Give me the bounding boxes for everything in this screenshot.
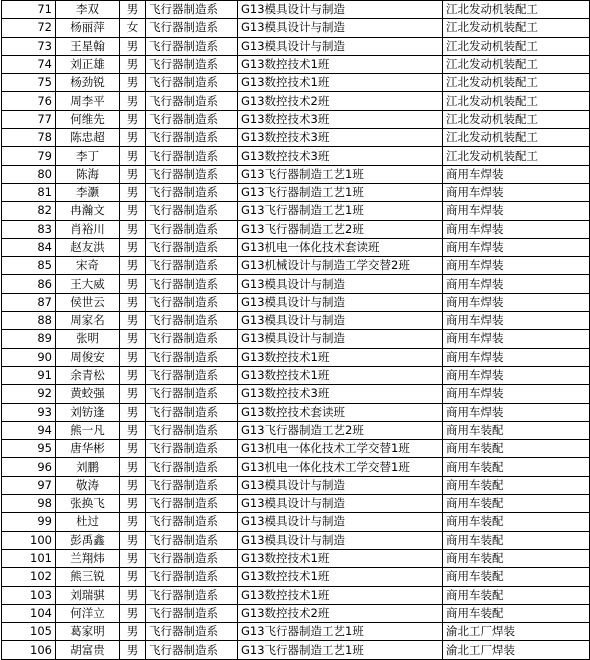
student-name: 黄蛟强 — [56, 385, 120, 403]
class-name: G13数控技术1班 — [238, 568, 443, 586]
assigned-unit: 江北发动机装配工 — [443, 110, 590, 128]
student-gender: 男 — [120, 165, 146, 183]
class-name: G13数控技术2班 — [238, 604, 443, 622]
row-number: 86 — [2, 275, 56, 293]
student-gender: 男 — [120, 641, 146, 659]
student-name: 张换飞 — [56, 495, 120, 513]
class-name: G13数控技术1班 — [238, 586, 443, 604]
assigned-unit: 商用车焊装 — [443, 165, 590, 183]
department: 飞行器制造系 — [146, 74, 238, 92]
row-number: 101 — [2, 549, 56, 567]
row-number: 104 — [2, 604, 56, 622]
table-row — [2, 202, 590, 220]
department: 飞行器制造系 — [146, 623, 238, 641]
class-name: G13飞行器制造工艺1班 — [238, 623, 443, 641]
department: 飞行器制造系 — [146, 257, 238, 275]
student-gender: 男 — [120, 202, 146, 220]
row-number: 97 — [2, 476, 56, 494]
table-row — [2, 293, 590, 311]
table-row — [2, 385, 590, 403]
student-gender: 男 — [120, 549, 146, 567]
student-gender: 男 — [120, 440, 146, 458]
assigned-unit: 渝北工厂焊装 — [443, 623, 590, 641]
student-gender: 男 — [120, 568, 146, 586]
class-name: G13模具设计与制造 — [238, 513, 443, 531]
student-gender: 男 — [120, 385, 146, 403]
class-name: G13模具设计与制造 — [238, 312, 443, 330]
student-gender: 男 — [120, 129, 146, 147]
class-name: G13数控技术套读班 — [238, 403, 443, 421]
student-name: 兰翔炜 — [56, 549, 120, 567]
table-row — [2, 74, 590, 92]
assigned-unit: 渝北工厂焊装 — [443, 641, 590, 659]
row-number: 106 — [2, 641, 56, 659]
department: 飞行器制造系 — [146, 37, 238, 55]
row-number: 98 — [2, 495, 56, 513]
assigned-unit: 江北发动机装配工 — [443, 74, 590, 92]
student-name: 陈忠超 — [56, 129, 120, 147]
assigned-unit: 商用车焊装 — [443, 257, 590, 275]
class-name: G13数控技术2班 — [238, 92, 443, 110]
department: 飞行器制造系 — [146, 19, 238, 37]
department: 飞行器制造系 — [146, 440, 238, 458]
table-row — [2, 55, 590, 73]
table-row — [2, 330, 590, 348]
row-number: 75 — [2, 74, 56, 92]
table-row — [2, 220, 590, 238]
department: 飞行器制造系 — [146, 238, 238, 256]
student-gender: 男 — [120, 366, 146, 384]
student-name: 周家名 — [56, 312, 120, 330]
row-number: 87 — [2, 293, 56, 311]
student-gender: 男 — [120, 531, 146, 549]
row-number: 78 — [2, 129, 56, 147]
class-name: G13飞行器制造工艺1班 — [238, 165, 443, 183]
student-name: 陈海 — [56, 165, 120, 183]
student-gender: 男 — [120, 92, 146, 110]
department: 飞行器制造系 — [146, 495, 238, 513]
department: 飞行器制造系 — [146, 513, 238, 531]
row-number: 73 — [2, 37, 56, 55]
class-name: G13飞行器制造工艺1班 — [238, 202, 443, 220]
student-name: 唐华彬 — [56, 440, 120, 458]
row-number: 90 — [2, 348, 56, 366]
row-number: 81 — [2, 183, 56, 201]
row-number: 72 — [2, 19, 56, 37]
student-gender: 男 — [120, 74, 146, 92]
department: 飞行器制造系 — [146, 202, 238, 220]
department: 飞行器制造系 — [146, 147, 238, 165]
row-number: 105 — [2, 623, 56, 641]
row-number: 94 — [2, 421, 56, 439]
department: 飞行器制造系 — [146, 110, 238, 128]
row-number: 88 — [2, 312, 56, 330]
table-row — [2, 312, 590, 330]
row-number: 84 — [2, 238, 56, 256]
student-name: 何洋立 — [56, 604, 120, 622]
assigned-unit: 商用车焊装 — [443, 385, 590, 403]
table-row — [2, 110, 590, 128]
student-name: 熊三锐 — [56, 568, 120, 586]
department: 飞行器制造系 — [146, 568, 238, 586]
student-name: 肖裕川 — [56, 220, 120, 238]
student-gender: 男 — [120, 513, 146, 531]
student-gender: 男 — [120, 586, 146, 604]
class-name: G13数控技术1班 — [238, 549, 443, 567]
table-row — [2, 92, 590, 110]
student-name: 张明 — [56, 330, 120, 348]
department: 飞行器制造系 — [146, 312, 238, 330]
student-name: 刘钫逢 — [56, 403, 120, 421]
department: 飞行器制造系 — [146, 293, 238, 311]
student-gender: 男 — [120, 183, 146, 201]
student-gender: 男 — [120, 220, 146, 238]
student-name: 胡富贵 — [56, 641, 120, 659]
class-name: G13飞行器制造工艺2班 — [238, 421, 443, 439]
class-name: G13机电一体化技术套读班 — [238, 238, 443, 256]
student-name: 刘瑞骐 — [56, 586, 120, 604]
department: 飞行器制造系 — [146, 129, 238, 147]
department: 飞行器制造系 — [146, 531, 238, 549]
table-row — [2, 531, 590, 549]
student-gender: 男 — [120, 1, 146, 19]
assigned-unit: 商用车装配 — [443, 458, 590, 476]
assigned-unit: 商用车焊装 — [443, 348, 590, 366]
student-gender: 男 — [120, 55, 146, 73]
class-name: G13数控技术1班 — [238, 348, 443, 366]
assigned-unit: 商用车装配 — [443, 549, 590, 567]
table-row — [2, 348, 590, 366]
assigned-unit: 商用车焊装 — [443, 403, 590, 421]
department: 飞行器制造系 — [146, 604, 238, 622]
table-row — [2, 165, 590, 183]
row-number: 83 — [2, 220, 56, 238]
department: 飞行器制造系 — [146, 275, 238, 293]
assigned-unit: 商用车焊装 — [443, 366, 590, 384]
assigned-unit: 江北发动机装配工 — [443, 19, 590, 37]
student-name: 杜过 — [56, 513, 120, 531]
student-name: 敬涛 — [56, 476, 120, 494]
class-name: G13数控技术1班 — [238, 74, 443, 92]
department: 飞行器制造系 — [146, 458, 238, 476]
table-row — [2, 366, 590, 384]
class-name: G13模具设计与制造 — [238, 275, 443, 293]
assigned-unit: 商用车装配 — [443, 495, 590, 513]
table-row — [2, 549, 590, 567]
student-name: 刘正雄 — [56, 55, 120, 73]
table-row — [2, 440, 590, 458]
class-name: G13模具设计与制造 — [238, 476, 443, 494]
table-row — [2, 495, 590, 513]
student-name: 杨丽萍 — [56, 19, 120, 37]
assigned-unit: 商用车装配 — [443, 604, 590, 622]
assigned-unit: 商用车焊装 — [443, 312, 590, 330]
department: 飞行器制造系 — [146, 549, 238, 567]
student-gender: 男 — [120, 476, 146, 494]
student-gender: 男 — [120, 147, 146, 165]
class-name: G13数控技术1班 — [238, 366, 443, 384]
student-name: 刘鹏 — [56, 458, 120, 476]
table-row — [2, 623, 590, 641]
student-name: 何维先 — [56, 110, 120, 128]
table-row — [2, 147, 590, 165]
department: 飞行器制造系 — [146, 165, 238, 183]
student-name: 李双 — [56, 1, 120, 19]
student-gender: 男 — [120, 110, 146, 128]
department: 飞行器制造系 — [146, 348, 238, 366]
student-name: 彭禹鑫 — [56, 531, 120, 549]
table-row — [2, 257, 590, 275]
row-number: 77 — [2, 110, 56, 128]
row-number: 102 — [2, 568, 56, 586]
table-row — [2, 476, 590, 494]
table-row — [2, 129, 590, 147]
assigned-unit: 商用车焊装 — [443, 220, 590, 238]
class-name: G13数控技术3班 — [238, 385, 443, 403]
student-name: 李灏 — [56, 183, 120, 201]
department: 飞行器制造系 — [146, 183, 238, 201]
class-name: G13模具设计与制造 — [238, 330, 443, 348]
class-name: G13模具设计与制造 — [238, 37, 443, 55]
student-name: 王星翰 — [56, 37, 120, 55]
table-row — [2, 586, 590, 604]
department: 飞行器制造系 — [146, 330, 238, 348]
department: 飞行器制造系 — [146, 92, 238, 110]
class-name: G13飞行器制造工艺2班 — [238, 220, 443, 238]
department: 飞行器制造系 — [146, 220, 238, 238]
assigned-unit: 江北发动机装配工 — [443, 1, 590, 19]
table-row — [2, 238, 590, 256]
assigned-unit: 商用车焊装 — [443, 275, 590, 293]
assigned-unit: 江北发动机装配工 — [443, 92, 590, 110]
table-row — [2, 458, 590, 476]
student-gender: 男 — [120, 458, 146, 476]
table-row — [2, 403, 590, 421]
row-number: 99 — [2, 513, 56, 531]
row-number: 92 — [2, 385, 56, 403]
class-name: G13机械设计与制造工学交替2班 — [238, 257, 443, 275]
table-row — [2, 37, 590, 55]
student-gender: 男 — [120, 330, 146, 348]
assigned-unit: 商用车装配 — [443, 568, 590, 586]
student-gender: 男 — [120, 623, 146, 641]
table-row — [2, 641, 590, 659]
table-row — [2, 275, 590, 293]
assigned-unit: 商用车装配 — [443, 440, 590, 458]
student-gender: 男 — [120, 495, 146, 513]
assigned-unit: 商用车焊装 — [443, 238, 590, 256]
student-gender: 女 — [120, 19, 146, 37]
student-gender: 男 — [120, 348, 146, 366]
row-number: 103 — [2, 586, 56, 604]
row-number: 74 — [2, 55, 56, 73]
row-number: 91 — [2, 366, 56, 384]
department: 飞行器制造系 — [146, 55, 238, 73]
student-name: 杨劲锐 — [56, 74, 120, 92]
row-number: 79 — [2, 147, 56, 165]
class-name: G13数控技术3班 — [238, 129, 443, 147]
department: 飞行器制造系 — [146, 586, 238, 604]
row-number: 93 — [2, 403, 56, 421]
student-name: 周李平 — [56, 92, 120, 110]
class-name: G13模具设计与制造 — [238, 495, 443, 513]
student-name: 余青松 — [56, 366, 120, 384]
department: 飞行器制造系 — [146, 641, 238, 659]
assigned-unit: 商用车装配 — [443, 476, 590, 494]
assigned-unit: 商用车装配 — [443, 513, 590, 531]
row-number: 82 — [2, 202, 56, 220]
class-name: G13模具设计与制造 — [238, 293, 443, 311]
student-name: 李丁 — [56, 147, 120, 165]
table-row — [2, 183, 590, 201]
row-number: 89 — [2, 330, 56, 348]
student-gender: 男 — [120, 238, 146, 256]
row-number: 80 — [2, 165, 56, 183]
department: 飞行器制造系 — [146, 421, 238, 439]
class-name: G13机电一体化技术工学交替1班 — [238, 440, 443, 458]
student-name: 赵友洪 — [56, 238, 120, 256]
class-name: G13模具设计与制造 — [238, 531, 443, 549]
class-name: G13飞行器制造工艺1班 — [238, 641, 443, 659]
assigned-unit: 江北发动机装配工 — [443, 129, 590, 147]
department: 飞行器制造系 — [146, 403, 238, 421]
student-name: 侯世云 — [56, 293, 120, 311]
row-number: 71 — [2, 1, 56, 19]
assigned-unit: 商用车装配 — [443, 586, 590, 604]
assigned-unit: 商用车装配 — [443, 531, 590, 549]
student-name: 熊一凡 — [56, 421, 120, 439]
row-number: 76 — [2, 92, 56, 110]
class-name: G13数控技术3班 — [238, 147, 443, 165]
student-gender: 男 — [120, 312, 146, 330]
student-gender: 男 — [120, 403, 146, 421]
student-name: 冉瀚文 — [56, 202, 120, 220]
table-row — [2, 19, 590, 37]
row-number: 96 — [2, 458, 56, 476]
department: 飞行器制造系 — [146, 1, 238, 19]
table-row — [2, 568, 590, 586]
student-name: 宋奇 — [56, 257, 120, 275]
student-name: 王大威 — [56, 275, 120, 293]
assigned-unit: 商用车焊装 — [443, 202, 590, 220]
assigned-unit: 江北发动机装配工 — [443, 147, 590, 165]
student-gender: 男 — [120, 604, 146, 622]
table-row — [2, 604, 590, 622]
class-name: G13模具设计与制造 — [238, 19, 443, 37]
class-name: G13数控技术1班 — [238, 55, 443, 73]
table-row — [2, 421, 590, 439]
roster-body — [2, 1, 590, 660]
student-gender: 男 — [120, 293, 146, 311]
student-gender: 男 — [120, 421, 146, 439]
table-row — [2, 1, 590, 19]
assigned-unit: 商用车装配 — [443, 421, 590, 439]
assigned-unit: 商用车焊装 — [443, 183, 590, 201]
row-number: 95 — [2, 440, 56, 458]
assigned-unit: 商用车焊装 — [443, 293, 590, 311]
assigned-unit: 江北发动机装配工 — [443, 37, 590, 55]
class-name: G13模具设计与制造 — [238, 1, 443, 19]
class-name: G13数控技术3班 — [238, 110, 443, 128]
department: 飞行器制造系 — [146, 476, 238, 494]
assigned-unit: 商用车焊装 — [443, 330, 590, 348]
table-row — [2, 513, 590, 531]
student-name: 葛家明 — [56, 623, 120, 641]
department: 飞行器制造系 — [146, 385, 238, 403]
roster-table — [1, 0, 590, 660]
student-gender: 男 — [120, 275, 146, 293]
row-number: 85 — [2, 257, 56, 275]
department: 飞行器制造系 — [146, 366, 238, 384]
student-name: 周俊安 — [56, 348, 120, 366]
assigned-unit: 江北发动机装配工 — [443, 55, 590, 73]
class-name: G13机电一体化技术工学交替1班 — [238, 458, 443, 476]
student-gender: 男 — [120, 37, 146, 55]
row-number: 100 — [2, 531, 56, 549]
class-name: G13飞行器制造工艺1班 — [238, 183, 443, 201]
student-gender: 男 — [120, 257, 146, 275]
